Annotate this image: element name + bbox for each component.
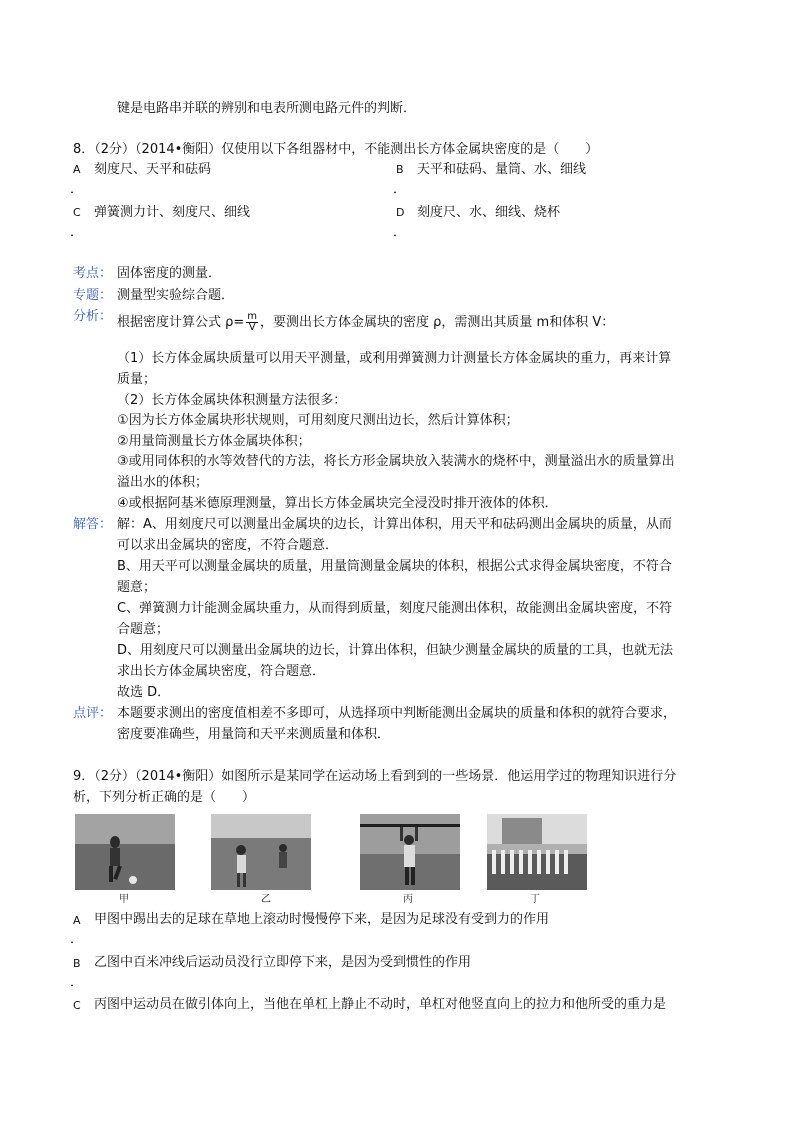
q8-option-a-letter: A [73,163,81,176]
photo-jia [75,814,175,890]
q8-option-c-text: 弹簧测力计、刻度尺、细线 [94,205,251,220]
q9-stem-line-1: 9．（2分）（2014•衡阳）如图所示是某同学在运动场上看到到的一些场景．他运用学过的物理知识进行分 [73,769,677,784]
fenxi-line-4: ①因为长方体金属块形状规则，可用刻度尺测出边长，然后计算体积； [117,413,519,428]
jieda-line-7: D、用刻度尺可以测量出金属块的边长，计算出体积，但缺少测量金属块的质量的工具，也就无法 [117,643,674,658]
fenxi-line-7: 溢出水的体积； [117,475,209,490]
q8-option-d-dot: ． [393,225,407,240]
q8-option-c-dot: ． [70,225,84,240]
caption-ding: 丁 [530,894,540,905]
jieda-line-8: 求出长方体金属块密度，符合题意． [117,664,326,679]
fenxi-line-8: ④或根据阿基米德原理测量，算出长方体金属块完全浸没时排开液体的体积． [117,496,558,511]
caption-jia: 甲 [119,894,129,905]
fenxi-line-1: （1）长方体金属块质量可以用天平测量，或利用弹簧测力计测量长方体金属块的重力，再来计算 [117,351,672,366]
q8-stem: 8．（2分）（2014•衡阳）仅使用以下各组器材中，不能测出长方体金属块密度的是（ ） [73,142,599,157]
caption-yi: 乙 [261,894,271,905]
formula-denominator: V [248,322,256,333]
jieda-line-3: B、用天平可以测量金属块的质量，用量筒测量金属块的体积，根据公式求得金属块密度，不符合 [117,559,672,574]
q8-option-b-dot: ． [393,182,407,197]
q9-option-a-text: 甲图中踢出去的足球在草地上滚动时慢慢停下来，是因为足球没有受到力的作用 [94,912,550,927]
fenxi-line-6: ③或用同体积的水等效替代的方法，将长方形金属块放入装满水的烧杯中，测量溢出水的质量算出 [117,454,675,469]
q9-option-a-letter: A [73,914,81,927]
q9-option-b-letter: B [73,957,81,970]
zhuanti-text: 测量型实验综合题． [117,288,235,303]
photo-bing [360,814,460,890]
stadium-crowd-scene-icon [487,814,587,890]
density-formula [246,312,258,333]
q8-option-d-text: 刻度尺、水、细线、烧杯 [417,205,561,220]
dianping-line-2: 密度要准确些，用量筒和天平来测质量和体积． [117,727,391,742]
formula-numerator: m [247,311,258,322]
jieda-line-1: 解：A、用刻度尺可以测量出金属块的边长，计算出体积，用天平和砝码测出金属块的质量，从而 [117,517,672,532]
kaodian-text: 固体密度的测量． [117,266,222,281]
fenxi-line-3: （2）长方体金属块体积测量方法很多： [117,393,347,408]
fenxi-post: ，要测出长方体金属块的密度 ρ，需测出其质量 m和体积 V： [260,315,615,330]
intro-line: 键是电路串并联的辨别和电表所测电路元件的判断． [117,101,417,116]
q8-option-c-letter: C [73,206,81,219]
kaodian-label: 考点： [73,266,113,281]
q8-option-b-letter: B [396,163,404,176]
jieda-line-4: 题意； [117,580,157,595]
fenxi-line-2: 质量； [117,372,157,387]
jieda-line-9: 故选 D． [117,685,171,700]
q9-option-c-text: 丙图中运动员在做引体向上，当他在单杠上静止不动时，单杠对他竖直向上的拉力和他所受的重力是 [94,997,667,1012]
soccer-scene-icon [75,814,175,890]
caption-bing: 丙 [403,894,413,905]
jieda-label: 解答： [73,517,113,532]
q9-option-a-dot: ． [70,932,84,947]
q9-stem-line-2: 析，下列分析正确的是（ ） [73,790,256,805]
fenxi-pre: 根据密度计算公式 ρ= [117,315,245,330]
q9-option-c-letter: C [73,999,81,1012]
dianping-label: 点评： [73,706,113,721]
pull-up-scene-icon [360,814,460,890]
q9-option-b-dot: ． [70,975,84,990]
dianping-line-1: 本题要求测出的密度值相差不多即可，从选择项中判断能测出金属块的质量和体积的就符合要求， [117,706,677,721]
photo-ding [487,814,587,890]
q9-option-b-text: 乙图中百米冲线后运动员没行立即停下来，是因为受到惯性的作用 [94,955,472,970]
fenxi-first-line [117,312,614,333]
sprint-finish-scene-icon [211,814,311,890]
q8-option-a-text: 刻度尺、天平和砝码 [94,162,212,177]
fenxi-line-5: ②用量筒测量长方体金属块体积； [117,434,311,449]
jieda-line-5: C、弹簧测力计能测金属块重力，从而得到质量，刻度尺能测出体积，故能测出金属块密度，不符 [117,601,673,616]
q8-option-d-letter: D [396,206,405,219]
fenxi-label: 分析： [73,309,113,324]
q8-option-b-text: 天平和砝码、量筒、水、细线 [417,162,587,177]
q8-option-a-dot: ． [70,182,84,197]
jieda-line-2: 可以求出金属块的密度，不符合题意． [117,538,339,553]
jieda-line-6: 合题意； [117,622,170,637]
zhuanti-label: 专题： [73,288,113,303]
photo-yi [211,814,311,890]
